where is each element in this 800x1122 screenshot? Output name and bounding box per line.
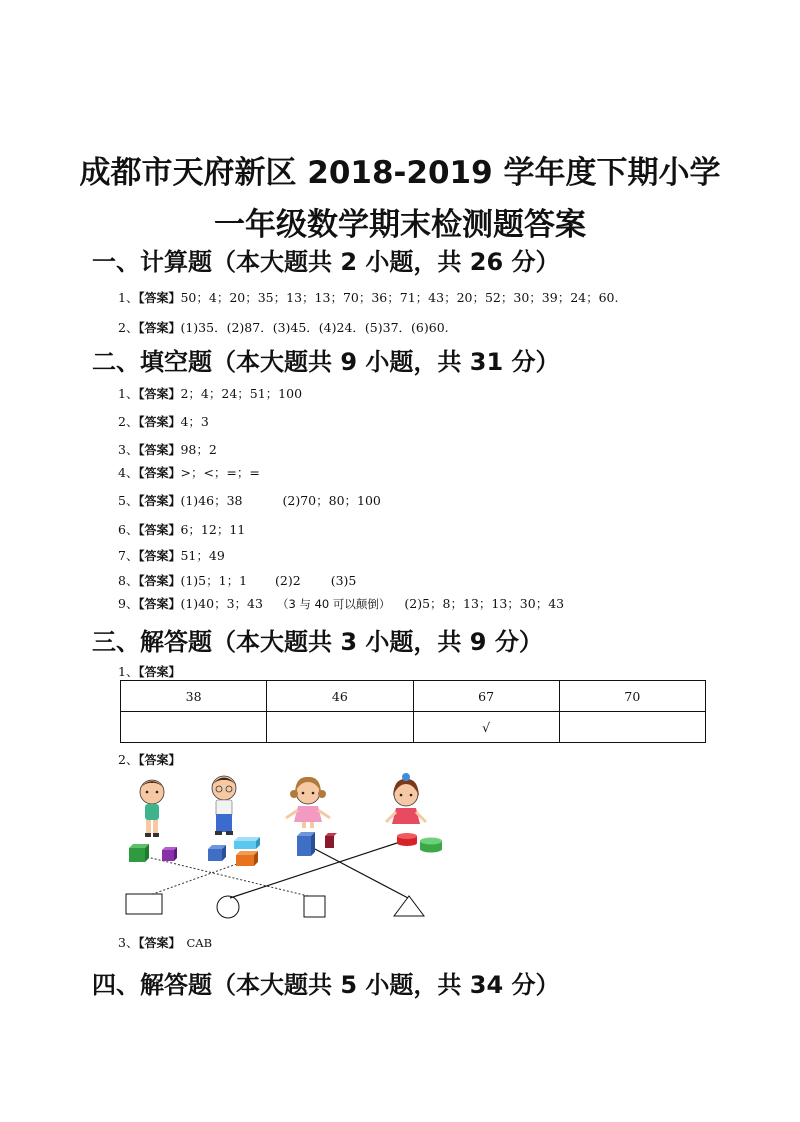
s1-answer-1: 1、【答案】50；4；20；35；13；13；70；36；71；43；20；52；30；39；24；60.: [118, 290, 619, 305]
s1-answer-2: 2、【答案】(1)35．(2)87．(3)45．(4)24．(5)37．(6)60.: [118, 320, 449, 335]
cylinder-green: [420, 838, 442, 853]
table-row-numbers: [121, 681, 706, 712]
square-shape: [304, 896, 325, 917]
cube-green: [129, 844, 149, 862]
block-orange: [236, 851, 258, 866]
s3-answer-3: 3、【答案】 CAB: [118, 935, 213, 950]
s2-q4-text: >；<；=；=: [180, 465, 260, 480]
triangle-shape: [394, 896, 424, 916]
table-cell: √: [413, 712, 559, 743]
girl-figure-2: [386, 773, 426, 824]
section-heading-2: 二、填空题（本大题共 9 小题，共 31 分）: [92, 348, 560, 376]
s2-answer-1: 1、【答案】2；4；24；51；100: [118, 386, 303, 401]
prism-blue: [297, 832, 315, 856]
doc-title-line2: 一年级数学期末检测题答案: [214, 207, 586, 243]
cube-purple: [162, 847, 177, 861]
table-cell: [267, 712, 413, 743]
s3-answer-1: 1、【答案】: [118, 664, 181, 679]
table-cell: 70: [559, 681, 705, 712]
boy-figure-1: [140, 780, 164, 837]
girl-figure-1: [286, 777, 330, 828]
circle-shape: [217, 896, 239, 918]
table-cell: 67: [413, 681, 559, 712]
answer-table: [120, 680, 706, 743]
block-light-blue: [234, 837, 260, 849]
cube-blue-small: [208, 845, 226, 861]
cube-crimson: [325, 833, 337, 848]
s2-answer-8: 8、【答案】(1)5；1；1 (2)2 (3)5: [118, 573, 357, 588]
rectangle-shape: [126, 894, 162, 914]
doc-title-line1: 成都市天府新区 2018-2019 学年度下期小学: [79, 155, 721, 191]
section-heading-4: 四、解答题（本大题共 5 小题，共 34 分）: [92, 971, 560, 999]
table-cell: [121, 712, 267, 743]
table-row-marks: [121, 712, 706, 743]
dotted-line: [143, 856, 308, 896]
s2-answer-7: 7、【答案】51；49: [118, 548, 225, 563]
s2-answer-5: 5、【答案】(1)46；38 (2)70；80；100: [118, 493, 381, 508]
s2-answer-3: 3、【答案】98；2: [118, 442, 217, 457]
section-heading-3: 三、解答题（本大题共 3 小题，共 9 分）: [92, 628, 543, 656]
section-heading-1: 一、计算题（本大题共 2 小题，共 26 分）: [92, 248, 560, 276]
s2-answer-2: 2、【答案】4；3: [118, 414, 209, 429]
s2-answer-9: 9、【答案】(1)40；3；43 （3 与 40 可以颠倒） (2)5；8；13；13；30；43: [118, 596, 565, 611]
matching-illustration: [118, 770, 458, 922]
s2-answer-4: 4、【答案】>；<；=；=: [118, 465, 260, 480]
boy-figure-2: [212, 776, 236, 835]
s2-answer-6: 6、【答案】6；12；11: [118, 522, 246, 537]
cylinder-red: [397, 833, 417, 846]
table-cell: 38: [121, 681, 267, 712]
table-cell: 46: [267, 681, 413, 712]
s3-answer-2: 2、【答案】: [118, 752, 181, 767]
table-cell: [559, 712, 705, 743]
